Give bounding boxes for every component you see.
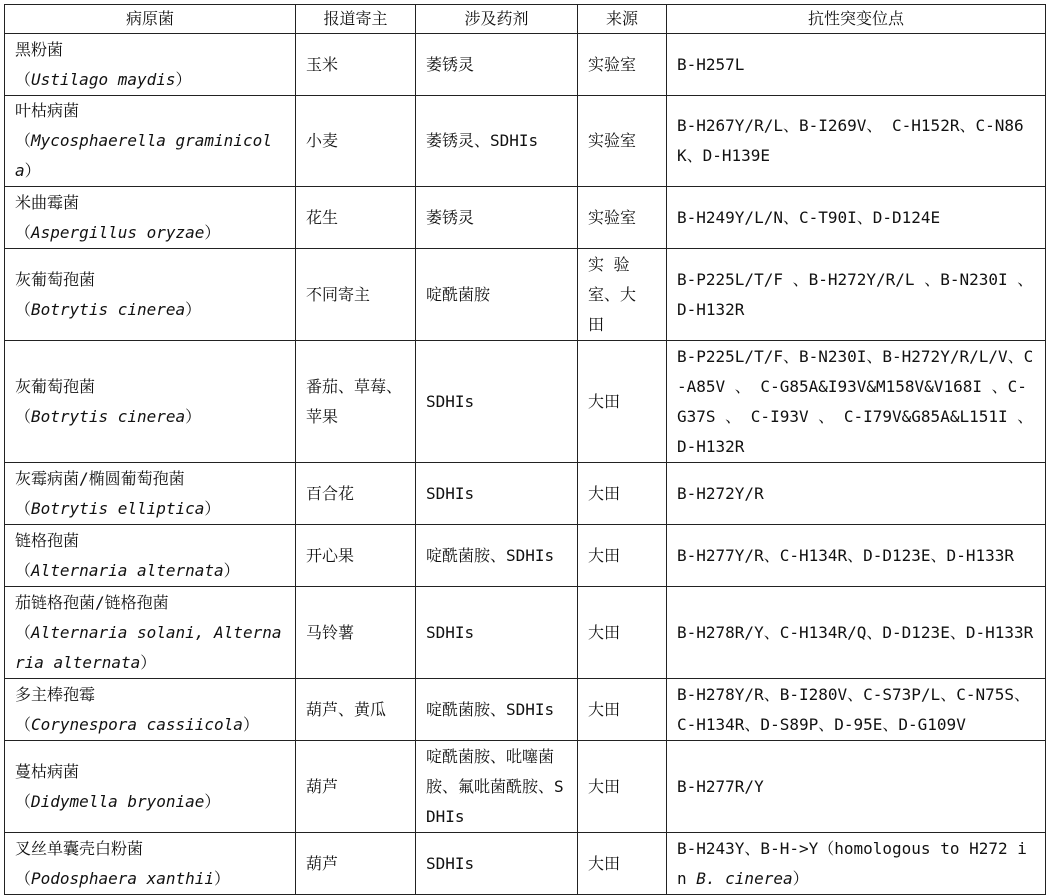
agent-cell: SDHIs (416, 587, 578, 679)
source-cell: 大田 (578, 587, 667, 679)
mutation-text: B-H243Y、B-H->Y（homologous to H272 in (677, 838, 1027, 888)
mutation-reference-species: B. cinerea (696, 868, 793, 888)
pathogen-name: 多主棒孢霉 (15, 684, 96, 704)
sci-open: （ (15, 406, 32, 426)
pathogen-name: 黑粉菌 (15, 39, 64, 59)
agent-cell: 萎锈灵、SDHIs (416, 96, 578, 187)
pathogen-scientific-name: Mycosphaerella graminicola (15, 131, 272, 180)
agent-cell: 啶酰菌胺 (416, 249, 578, 341)
agent-cell: SDHIs (416, 463, 578, 525)
pathogen-cell (5, 741, 296, 833)
mutation-cell: B-P225L/T/F、B-N230I、B-H272Y/R/L/V、C-A85V 、 C-G85A&I93V&M158V&V168I 、C-G37S 、 C-I93V 、 C-I79V&G85A&L151I 、D-H132R (667, 341, 1046, 463)
pathogen-scientific-name: Didymella bryoniae (31, 791, 205, 811)
source-cell: 大田 (578, 525, 667, 587)
pathogen-name: 链格孢菌 (15, 530, 80, 550)
mutation-cell: B-H257L (667, 34, 1046, 96)
pathogen-scientific-name: Ustilago maydis (31, 69, 176, 89)
source-cell: 大田 (578, 463, 667, 525)
pathogen-cell (5, 463, 296, 525)
pathogen-cell (5, 96, 296, 187)
sci-open: （ (15, 868, 32, 888)
pathogen-name: 灰葡萄孢菌 (15, 376, 96, 396)
pathogen-scientific-name: Alternaria solani, Alternaria alternata (15, 622, 282, 672)
pathogen-cell (5, 587, 296, 679)
pathogen-scientific-name: Alternaria alternata (31, 560, 224, 580)
host-cell: 不同寄主 (296, 249, 416, 341)
host-cell: 小麦 (296, 96, 416, 187)
source-cell: 大田 (578, 341, 667, 463)
sci-close: ） (175, 69, 192, 89)
sci-close: ） (204, 498, 221, 518)
pathogen-name: 叶枯病菌 (15, 101, 80, 120)
table-row (5, 525, 1046, 587)
mutation-cell: B-H272Y/R (667, 463, 1046, 525)
mutation-cell: B-H277Y/R、C-H134R、D-D123E、D-H133R (667, 525, 1046, 587)
table-row (5, 679, 1046, 741)
table-row (5, 463, 1046, 525)
pathogen-scientific-name: Podosphaera xanthii (31, 868, 215, 888)
source-cell: 实验室 (578, 96, 667, 187)
sci-open: （ (15, 131, 32, 150)
sci-close: ） (185, 299, 202, 319)
header-host: 报道寄主 (296, 5, 416, 34)
pathogen-name: 叉丝单囊壳白粉菌 (15, 838, 144, 858)
sci-close: ） (24, 161, 41, 180)
pathogen-name: 灰葡萄孢菌 (15, 269, 96, 289)
host-cell: 葫芦 (296, 741, 416, 833)
table-row (5, 341, 1046, 463)
mutation-text-close: ） (792, 868, 809, 888)
header-pathogen: 病原菌 (5, 5, 296, 34)
host-cell: 开心果 (296, 525, 416, 587)
mutation-cell: B-P225L/T/F 、B-H272Y/R/L 、B-N230I 、D-H132R (667, 249, 1046, 341)
pathogen-name: 米曲霉菌 (15, 192, 80, 212)
pathogen-cell (5, 525, 296, 587)
host-cell: 马铃薯 (296, 587, 416, 679)
mutation-cell (667, 833, 1046, 895)
source-cell: 实验室 (578, 34, 667, 96)
pathogen-cell (5, 833, 296, 895)
pathogen-cell (5, 341, 296, 463)
sci-open: （ (15, 299, 32, 319)
sci-close: ） (223, 560, 240, 580)
source-cell: 实验室 (578, 187, 667, 249)
host-cell: 葫芦 (296, 833, 416, 895)
pathogen-scientific-name: Aspergillus oryzae (31, 222, 205, 242)
table-header-row (5, 5, 1046, 34)
header-mutation-sites: 抗性突变位点 (667, 5, 1046, 34)
header-source: 来源 (578, 5, 667, 34)
pathogen-scientific-name: Botrytis cinerea (31, 299, 186, 319)
source-cell: 大田 (578, 679, 667, 741)
mutation-cell: B-H277R/Y (667, 741, 1046, 833)
source-cell: 大田 (578, 833, 667, 895)
pathogen-cell (5, 187, 296, 249)
host-cell: 百合花 (296, 463, 416, 525)
agent-cell: 萎锈灵 (416, 187, 578, 249)
header-agent: 涉及药剂 (416, 5, 578, 34)
sci-open: （ (15, 714, 32, 734)
source-cell: 大田 (578, 741, 667, 833)
table-row (5, 587, 1046, 679)
sci-open: （ (15, 791, 32, 811)
agent-cell: 啶酰菌胺、SDHIs (416, 525, 578, 587)
sci-close: ） (204, 791, 221, 811)
agent-cell: SDHIs (416, 341, 578, 463)
host-cell: 玉米 (296, 34, 416, 96)
sci-open: （ (15, 560, 32, 580)
pathogen-scientific-name: Corynespora cassiicola (31, 714, 243, 734)
agent-cell: SDHIs (416, 833, 578, 895)
sci-close: ） (242, 714, 259, 734)
agent-cell: 啶酰菌胺、SDHIs (416, 679, 578, 741)
sci-open: （ (15, 69, 32, 89)
resistance-mutation-table (4, 4, 1046, 895)
host-cell: 番茄、草莓、苹果 (296, 341, 416, 463)
sci-close: ） (204, 222, 221, 242)
pathogen-scientific-name: Botrytis elliptica (31, 498, 205, 518)
pathogen-scientific-name: Botrytis cinerea (31, 406, 186, 426)
table-row (5, 187, 1046, 249)
mutation-cell: B-H278Y/R、B-I280V、C-S73P/L、C-N75S、C-H134R、D-S89P、D-95E、D-G109V (667, 679, 1046, 741)
agent-cell: 萎锈灵 (416, 34, 578, 96)
host-cell: 葫芦、黄瓜 (296, 679, 416, 741)
table-row (5, 34, 1046, 96)
pathogen-name: 蔓枯病菌 (15, 761, 80, 781)
agent-cell: 啶酰菌胺、吡噻菌胺、氟吡菌酰胺、SDHIs (416, 741, 578, 833)
sci-open: （ (15, 498, 32, 518)
mutation-cell: B-H267Y/R/L、B-I269V、 C-H152R、C-N86K、D-H139E (667, 96, 1046, 187)
table-row (5, 741, 1046, 833)
pathogen-cell (5, 679, 296, 741)
table-row (5, 833, 1046, 895)
sci-close: ） (140, 652, 157, 672)
mutation-cell: B-H278R/Y、C-H134R/Q、D-D123E、D-H133R (667, 587, 1046, 679)
sci-open: （ (15, 222, 32, 242)
pathogen-cell (5, 249, 296, 341)
pathogen-name: 灰霉病菌/椭圆葡萄孢菌 (15, 468, 185, 488)
table-row (5, 96, 1046, 187)
pathogen-cell (5, 34, 296, 96)
mutation-cell: B-H249Y/L/N、C-T90I、D-D124E (667, 187, 1046, 249)
sci-close: ） (185, 406, 202, 426)
pathogen-name: 茄链格孢菌/链格孢菌 (15, 592, 169, 612)
sci-open: （ (15, 622, 32, 642)
host-cell: 花生 (296, 187, 416, 249)
table-row (5, 249, 1046, 341)
source-cell: 实 验 室、大 田 (578, 249, 667, 341)
sci-close: ） (214, 868, 231, 888)
